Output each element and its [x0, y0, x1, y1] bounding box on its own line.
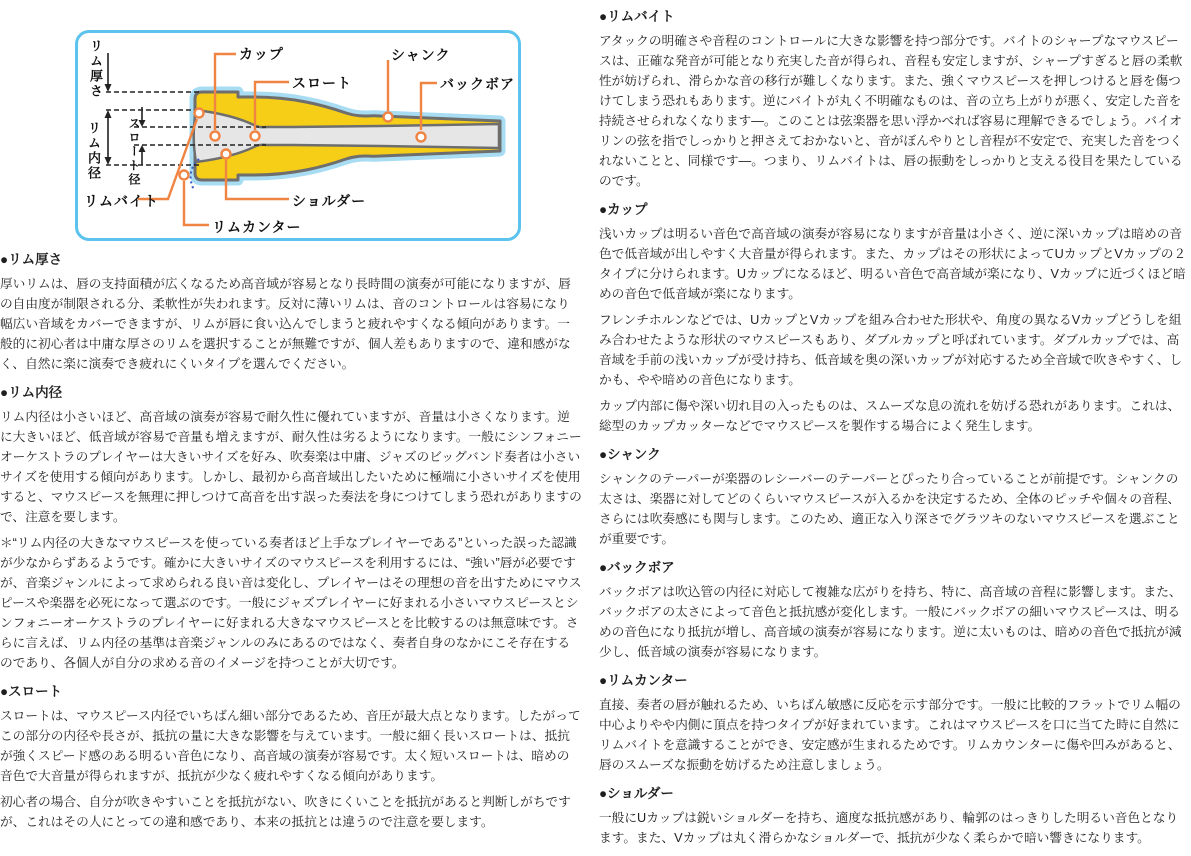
section-heading: ●リム厚さ: [0, 252, 63, 267]
section-rim-bite: [599, 8, 1187, 191]
throat-label: スロート: [292, 75, 352, 91]
section-paragraph: 直接、奏者の唇が触れるため、いちばん敏感に反応を示す部分です。一般に比較的フラットでリム幅の中心よりやや内側に頂点を持つタイプが好まれています。これはマウスピースを口に当てた時に自然にリムバイトを意識することができ、安定感が生まれるためです。リムカウンターに傷や凹みがあると、唇のスムーズな振動を妨げるため注意しましょう。: [599, 698, 1181, 772]
section-paragraph: リム内径は小さいほど、高音域の演奏が容易で耐久性に優れていますが、音量は小さくなります。逆に大きいほど、低音域が容易で音量も増えますが、耐久性は劣るようになります。一般にシンフォニーオーケストラのプレイヤーは大きいサイズを好み、吹奏楽は中庸、ジャズのビッグバンド奏者は小さいサイズを使用する傾向があります。しかし、最初から高音域出したいために極端に小さいサイズを使用すると、マウスピースを無理に押しつけて高音を出す誤った奏法を身につけてしまう恐れがありますので、注意を要します。: [0, 410, 582, 524]
section-throat: [0, 683, 582, 832]
section-shoulder: [599, 785, 1187, 848]
section-heading: ●リムバイト: [599, 9, 675, 24]
section-heading: ●リム内径: [0, 385, 63, 400]
shoulder-label: ショルダー: [292, 193, 367, 209]
rim-bite-label: リムバイト: [84, 193, 159, 209]
shank-label: シャンク: [391, 47, 451, 63]
section-paragraph: シャンクのテーパーが楽器のレシーバーのテーパーとぴったり合っていることが前提です。シャンクの太さは、楽器に対してどのくらいマウスピースが入るかを決定するため、全体のピッチや個々の音程、さらには吹奏感にも関与します。このため、適正な入り深さでグラツキのないマウスピースを選ぶことが重要です。: [599, 472, 1181, 546]
rim-inner-diameter-label: リム内径: [86, 121, 101, 181]
section-rim-thickness: [0, 251, 582, 374]
right-column: [599, 0, 1187, 854]
cup-marker: [211, 132, 220, 141]
section-backbore: [599, 559, 1187, 662]
section-rim-inner-diameter: [0, 384, 582, 673]
backbore-marker: [417, 133, 426, 142]
mouthpiece-diagram: [75, 30, 521, 241]
throat-marker: [251, 132, 260, 141]
section-cup: [599, 201, 1187, 436]
rim-contour-marker: [180, 171, 189, 180]
throat-diameter-label: スロート径: [127, 117, 141, 187]
section-heading: ●スロート: [0, 684, 63, 699]
section-paragraph: スロートは、マウスピース内径でいちばん細い部分であるため、音圧が最大点となります。したがってこの部分の内径や長さが、抵抗の量に大きな影響を与えています。一般に細く長いスロートは、抵抗が強くスピード感のある明るい音色になり、高音域の演奏が容易です。太く短いスロートは、暗めの音色で大音量が得られますが、抵抗が少なく疲れやすくなる傾向があります。: [0, 709, 581, 783]
cup-label: カップ: [239, 46, 284, 62]
section-heading: ●リムカンター: [599, 673, 688, 688]
section-heading: ●ショルダー: [599, 786, 674, 801]
section-shank: [599, 446, 1187, 549]
section-paragraph: バックボアは吹込管の内径に対応して複雑な広がりを持ち、特に、高音域の音程に影響します。また、バックボアの太さによって音色と抵抗感が変化します。一般にバックボアの細いマウスピースは、明るめの音色になり抵抗が増し、高音域の演奏が容易になります。逆に太いものは、暗めの音色で抵抗が減少し、低音域の演奏が容易になります。: [599, 585, 1182, 659]
section-heading: ●カップ: [599, 202, 648, 217]
section-rim-contour: [599, 672, 1187, 775]
section-heading: ●バックボア: [599, 560, 675, 575]
rim-bite-marker: [195, 109, 204, 118]
backbore-label: バックボア: [440, 76, 515, 92]
section-paragraph: ＊“リム内径の大きなマウスピースを使っている奏者ほど上手なプレイヤーである”といった誤った認識が少なからずあるようです。確かに大きいサイズのマウスピースを利用するには、“強い”唇が必要ですが、音楽ジャンルによって求められる良い音は変化し、プレイヤーはその理想の音を出すためにマウスピースや楽器を必死になって選ぶのです。一般にジャズプレイヤーに好まれる小さいマウスピースとシンフォニーオーケストラのプレイヤーに好まれる大きなマウスピースとを比較するのは無意味です。さらに言えば、リム内径の基準は音楽ジャンルのみにあるのではなく、奏者自身のなかにこそ存在するのであり、各個人が自分の求める音のイメージを持つことが大切です。: [0, 536, 582, 670]
left-column: [0, 0, 582, 838]
rim-contour-label: リムカンター: [212, 219, 302, 235]
section-heading: ●シャンク: [599, 447, 661, 462]
section-paragraph: 浅いカップは明るい音色で高音域の演奏が容易になりますが音量は小さく、逆に深いカップは暗めの音色で低音域が出しやすく大音量が得られます。また、カップはその形状によってUカップとVカップの２タイプに分けられます。Uカップになるほど、明るい音色で高音域が楽になり、Vカップに近づくほど暗めの音色で低音域が楽になります。: [599, 227, 1187, 301]
rim-thickness-label: リム厚さ: [88, 39, 103, 99]
section-paragraph: カップ内部に傷や深い切れ目の入ったものは、スムーズな息の流れを妨げる恐れがあります。これは、総型のカップカッターなどでマウスピースを製作する場合によく発生します。: [599, 399, 1181, 433]
section-paragraph: フレンチホルンなどでは、UカップとVカップを組み合わせた形状や、角度の異なるVカップどうしを組み合わせたような形状のマウスピースもあり、ダブルカップと呼ばれています。ダブルカップでは、高音域を手前の浅いカップが受け持ち、低音域を奥の深いカップが対応するため全音域で吹きやすく、しかも、やや暗めの音色になります。: [599, 313, 1183, 387]
shank-marker: [384, 113, 393, 122]
section-paragraph: 一般にUカップは鋭いショルダーを持ち、適度な抵抗感があり、輪郭のはっきりした明るい音色となります。また、Vカップは丸く滑らかなショルダーで、抵抗が少なく柔らかで暗い響きになります。: [599, 811, 1179, 845]
section-paragraph: 厚いリムは、唇の支持面積が広くなるため高音域が容易となり長時間の演奏が可能になりますが、唇の自由度が制限される分、柔軟性が失われます。反対に薄いリムは、音のコントロールは容易になり幅広い音域をカバーできますが、リムが唇に食い込んでしまうと疲れやすくなる傾向があります。一般的に初心者は中庸な厚さのリムを選択することが無難ですが、個人差もありますので、違和感がなく、自然に楽に演奏でき疲れにくいタイプを選んでください。: [0, 277, 571, 371]
section-paragraph: 初心者の場合、自分が吹きやすいことを抵抗がない、吹きにくいことを抵抗があると判断しがちですが、これはその人にとっての違和感であり、本来の抵抗とは違うので注意を要します。: [0, 795, 571, 829]
shoulder-marker: [222, 150, 231, 159]
section-paragraph: アタックの明確さや音程のコントロールに大きな影響を持つ部分です。バイトのシャープなマウスピースは、正確な発音が可能となり充実した音が得られ、音程も安定しますが、シャープすぎると唇の柔軟性が妨げられ、滑らかな音の移行が難しくなります。また、強くマウスピースを押しつけると唇を傷つけてしまう恐れもあります。逆にバイトが丸く不明確なものは、音の立ち上がりが悪く、安定した音を持続させられなくなります―。このことは弦楽器を思い浮かべれば容易に理解できるでしょう。バイオリンの弦を指でしっかりと押さえておかないと、音がぼんやりとし音程が不安定で、充実した音をつくれないことと、同様です―。つまり、リムバイトは、唇の振動をしっかりと支える役目を果たしているのです。: [599, 34, 1183, 188]
